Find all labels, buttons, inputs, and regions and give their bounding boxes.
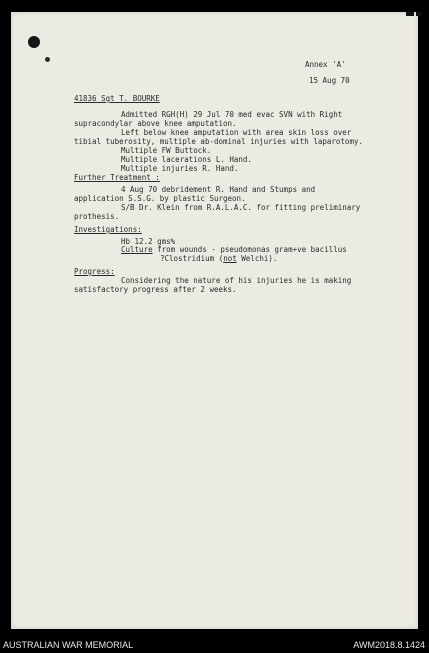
clostridium-not: not [223, 254, 237, 263]
further-treatment-heading: Further Treatment : [74, 173, 160, 182]
document-page [11, 12, 418, 629]
staple-mark [406, 12, 414, 16]
hb-result: Hb 12.2 gms% [121, 237, 176, 246]
footer-accession-id: AWM2018.8.1424 [353, 640, 425, 650]
punch-hole [28, 36, 40, 48]
treatment-line: 4 Aug 70 debridement R. Hand and Stumps and [121, 185, 316, 194]
staple-mark [416, 12, 421, 16]
culture-text: from wounds - pseudomonas gram+ve bacillus [152, 245, 347, 254]
admission-line: Multiple lacerations L. Hand. [121, 155, 252, 164]
annex-label: Annex 'A' [305, 60, 346, 69]
footer-institution: AUSTRALIAN WAR MEMORIAL [3, 640, 134, 650]
admission-line: Multiple injuries R. Hand. [121, 164, 239, 173]
admission-line: supracondylar above knee amputation. [74, 119, 237, 128]
progress-line: satisfactory progress after 2 weeks. [74, 285, 237, 294]
culture-line [121, 245, 347, 254]
treatment-line: prothesis. [74, 212, 120, 221]
admission-line: Left below knee amputation with area skin loss over [121, 128, 352, 137]
treatment-line: S/B Dr. Klein from R.A.L.A.C. for fitting preliminary [121, 203, 361, 212]
treatment-line: application S.S.G. by plastic Surgeon. [74, 194, 246, 203]
clostridium-line [160, 254, 277, 263]
progress-line: Considering the nature of his injuries he is making [121, 276, 352, 285]
culture-label: Culture [121, 245, 153, 254]
progress-heading: Progress: [74, 267, 115, 276]
clostridium-prefix: ?Clostridium ( [160, 254, 224, 263]
admission-line: Multiple FW Buttock. [121, 146, 212, 155]
patient-heading: 41836 Sgt T. BOURKE [74, 94, 160, 103]
clostridium-suffix: Welchi). [236, 254, 278, 263]
punch-hole-small [45, 57, 50, 62]
investigations-heading: Investigations: [74, 225, 142, 234]
document-date: 15 Aug 70 [309, 76, 350, 85]
admission-line: Admitted RGH(H) 29 Jul 70 med evac SVN with Right [121, 110, 343, 119]
admission-line: tibial tuberosity, multiple ab-dominal injuries with laparotomy. [74, 137, 363, 146]
